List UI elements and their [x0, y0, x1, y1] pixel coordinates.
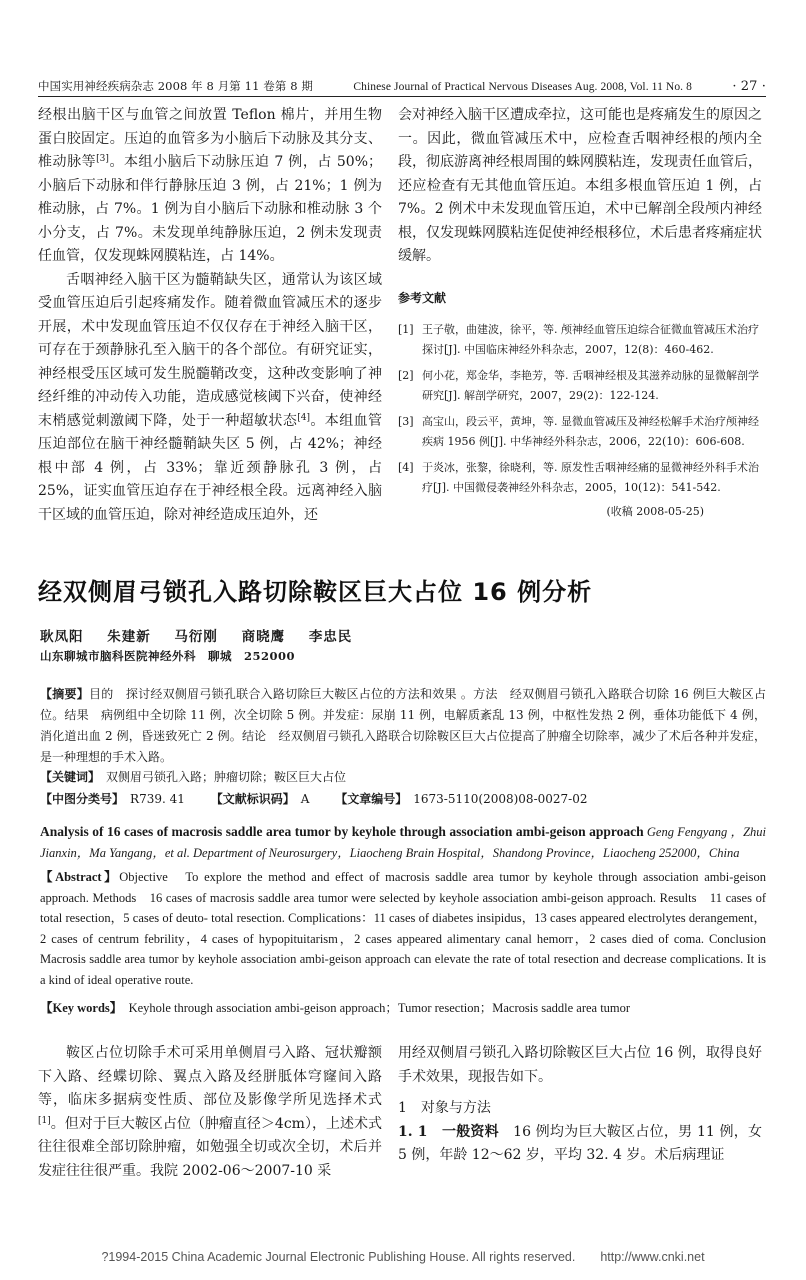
body-left-column: [38, 1042, 382, 1183]
author: 朱建新: [107, 629, 151, 645]
reference-item: [4] 于炎冰，张黎，徐晓利，等. 原发性舌咽神经痛的显微神经外科手术治疗[J]. 中国微侵袭神经外科杂志，2005，10(12)：541-542.: [398, 461, 759, 494]
abstract-cn: [40, 684, 766, 768]
page-number: · 27 ·: [732, 79, 766, 94]
classification-line: 【中图分类号】 R739. 41 【文献标识码】 A 【文章编号】 1673-5110(2008)08-0027-02: [40, 792, 588, 806]
prev-article-left-column: [38, 104, 382, 527]
citation: [1]: [38, 1115, 51, 1126]
references-heading: 参考文献: [398, 290, 447, 305]
english-title-line: [40, 822, 766, 863]
affiliation: 山东聊城市脑科医院神经外科 聊城 252000: [40, 649, 296, 663]
keywords-en: 【Key words】 Keyhole through association ambi-geison approach；Tumor resection；Macrosis saddle area tumor: [40, 1001, 631, 1015]
reference-item: [1] 王子敬，曲建波，徐平，等. 颅神经血管压迫综合征微血管减压术治疗探讨[J]. 中国临床神经外科杂志，2007，12(8)：460-462.: [398, 323, 759, 356]
abstract-text: 目的 探讨经双侧眉弓锁孔联合入路切除巨大鞍区占位的方法和效果 。方法 经双侧眉弓锁孔入路联合切除 16 例巨大鞍区占位。结果 病例组中全切除 11 例，次全切除 5 例。并发症：尿崩 11 例，电解质紊乱 13 例，中枢性发热 2 例，垂体功能低下 4 例，消化道出血 2 例，昏迷致死亡 2 例。结论 经双侧眉弓锁孔入路联合切除鞍区巨大占位提高了肿瘤全切除率，减少了术后各种并发症，是一种理想的手术入路。: [40, 687, 766, 764]
article-title-en: Analysis of 16 cases of macrosis saddle area tumor by keyhole through association ambi-geison approach: [40, 824, 644, 839]
paragraph: 舌咽神经入脑干区为髓鞘缺失区，通常认为该区域受血管压迫后引起疼痛发作。随着微血管减压术的逐步开展，术中发现血管压迫不仅仅存在于神经入脑干区，可存在于颈静脉孔至入脑干的各个部位。有研究证实，神经根受压区域可发生脱髓鞘改变，这种改变影响了神经纤维的冲动传入功能，造成感觉核阈下兴奋，使神经末梢感觉刺激阈下降，处于一种超敏状态[4]。本组血管压迫部位在脑干神经髓鞘缺失区 5 例，占 42%；神经根中部 4 例，占 33%；靠近颈静脉孔 3 例，占 25%，证实血管压迫存在于神经根全段。远离神经入脑干区域的血管压迫，除对神经造成压迫外，还: [38, 271, 383, 523]
paragraph: 用经双侧眉弓锁孔入路切除鞍区巨大占位 16 例，取得良好手术效果，现报告如下。: [398, 1045, 762, 1085]
article-title: 经双侧眉弓锁孔入路切除鞍区巨大占位 16 例分析: [38, 578, 593, 606]
reference-list: [398, 320, 762, 498]
author-list: [40, 625, 370, 645]
journal-name-en: Chinese Journal of Practical Nervous Diseases Aug. 2008, Vol. 11 No. 8: [353, 81, 692, 93]
paragraph: 经根出脑干区与血管之间放置 Teflon 棉片，并用生物蛋白胶固定。压迫的血管多为小脑后下动脉及其分支、椎动脉等[3]。本组小脑后下动脉压迫 7 例，占 50%；小脑后下动脉和伴行静脉压迫 3 例，占 21%；1 例为椎动脉，占 7%。1 例为自小脑后下动脉和椎动脉 3 个小分支，占 7%。未发现单纯静脉压迫，2 例未发现责任血管，仅发现蛛网膜粘连，占 14%。: [38, 107, 383, 264]
keywords-cn: 【关键词】 双侧眉弓锁孔入路；肿瘤切除；鞍区巨大占位: [40, 770, 347, 784]
received-date: (收稿 2008-05-25): [606, 505, 704, 518]
author: 耿凤阳: [40, 629, 84, 645]
english-abstract-block: [40, 822, 779, 1019]
document-code: A: [300, 792, 310, 806]
prev-article-right-column: [398, 104, 762, 520]
abstract-label: 【摘要】: [40, 687, 90, 701]
reference-item: [2] 何小花，郑金华，李艳芳，等. 舌咽神经根及其滋养动脉的显微解剖学研究[J]. 解剖学研究，2007，29(2)：122-124.: [398, 369, 759, 402]
class-number: R739. 41: [130, 792, 185, 806]
body-right-column: [398, 1042, 762, 1168]
running-header: [38, 78, 766, 94]
citation: [4]: [297, 412, 310, 423]
author: 李忠民: [308, 629, 353, 645]
citation: [3]: [96, 154, 109, 164]
copyright-footer: ?1994-2015 China Academic Journal Electronic Publishing House. All rights reserved. http://www.cnki.net: [101, 1250, 705, 1264]
header-rule: [38, 96, 766, 97]
authors-affiliation-en: Geng Fengyang ，Zhui Jianxin，Ma Yangang，et al. Department of Neurosurgery，Liaocheng Brain Hospital，Shandong Province，Liaocheng 252000，China: [40, 825, 767, 860]
paragraph: 1. 1 一般资料 16 例均为巨大鞍区占位，男 11 例，女 5 例，年龄 12～62 岁，平均 32. 4 岁。术后病理证: [398, 1123, 763, 1163]
author: 商晓鹰: [241, 629, 286, 645]
paragraph: 会对神经入脑干区遭成牵拉，这可能也是疼痛发生的原因之一。因此，微血管减压术中，应检查舌咽神经根的颅内全段，彻底游离神经根周围的蛛网膜粘连，发现责任血管后，还应检查有无其他血管压迫。本组多根血管压迫 1 例，占 7%。2 例术中未发现血管压迫，术中已解剖全段颅内神经根，仅发现蛛网膜粘连促使神经根移位，术后患者疼痛症状缓解。: [398, 107, 762, 264]
subsection-heading: 1. 1 一般资料: [398, 1123, 499, 1140]
section-heading: 1 对象与方法: [398, 1100, 491, 1116]
abstract-en: 【Abstract】Objective To explore the method and effect of macrosis saddle area tumor by keyhole through association ambi-geison approach. Methods 16 cases of macrosis saddle area tumor were selected by keyhole association ambi-geison approach. Results 11 cases of total resection，5 cases of deuto- total resection. Complications：11 cases of diabetes insipidus，13 cases appeared electrolytes derangement，2 cases of centrum febrility，4 cases of hypopituitarism，2 cases appeared alimentary canal hemorr，2 cases died of coma. Conclusion Macrosis saddle area tumor by keyhole association ambi-geison approach can elevate the rate of total resection and decrease complications. It is a kind of ideal operative route.: [40, 870, 779, 987]
author: 马衍刚: [174, 629, 218, 645]
reference-item: [3] 高宝山，段云平，黄坤，等. 显微血管减压及神经松解手术治疗颅神经疾病 1956 例[J]. 中华神经外科杂志，2006，22(10)：606-608.: [398, 415, 759, 448]
article-number: 1673-5110(2008)08-0027-02: [413, 792, 588, 806]
paragraph: 鞍区占位切除手术可采用单侧眉弓入路、冠状瓣额下入路、经蝶切除、翼点入路及经胼胝体穹窿间入路等，临床多据病变性质、部位及影像学所见选择术式[1]。但对于巨大鞍区占位（肿瘤直径＞4cm），上述术式往往很难全部切除肿瘤，如勉强全切或次全切，术后并发症往往很严重。我院 2002-06～2007-10 采: [38, 1045, 382, 1179]
journal-name-cn: 中国实用神经疾病杂志 2008 年 8 月第 11 卷第 8 期: [38, 79, 313, 93]
